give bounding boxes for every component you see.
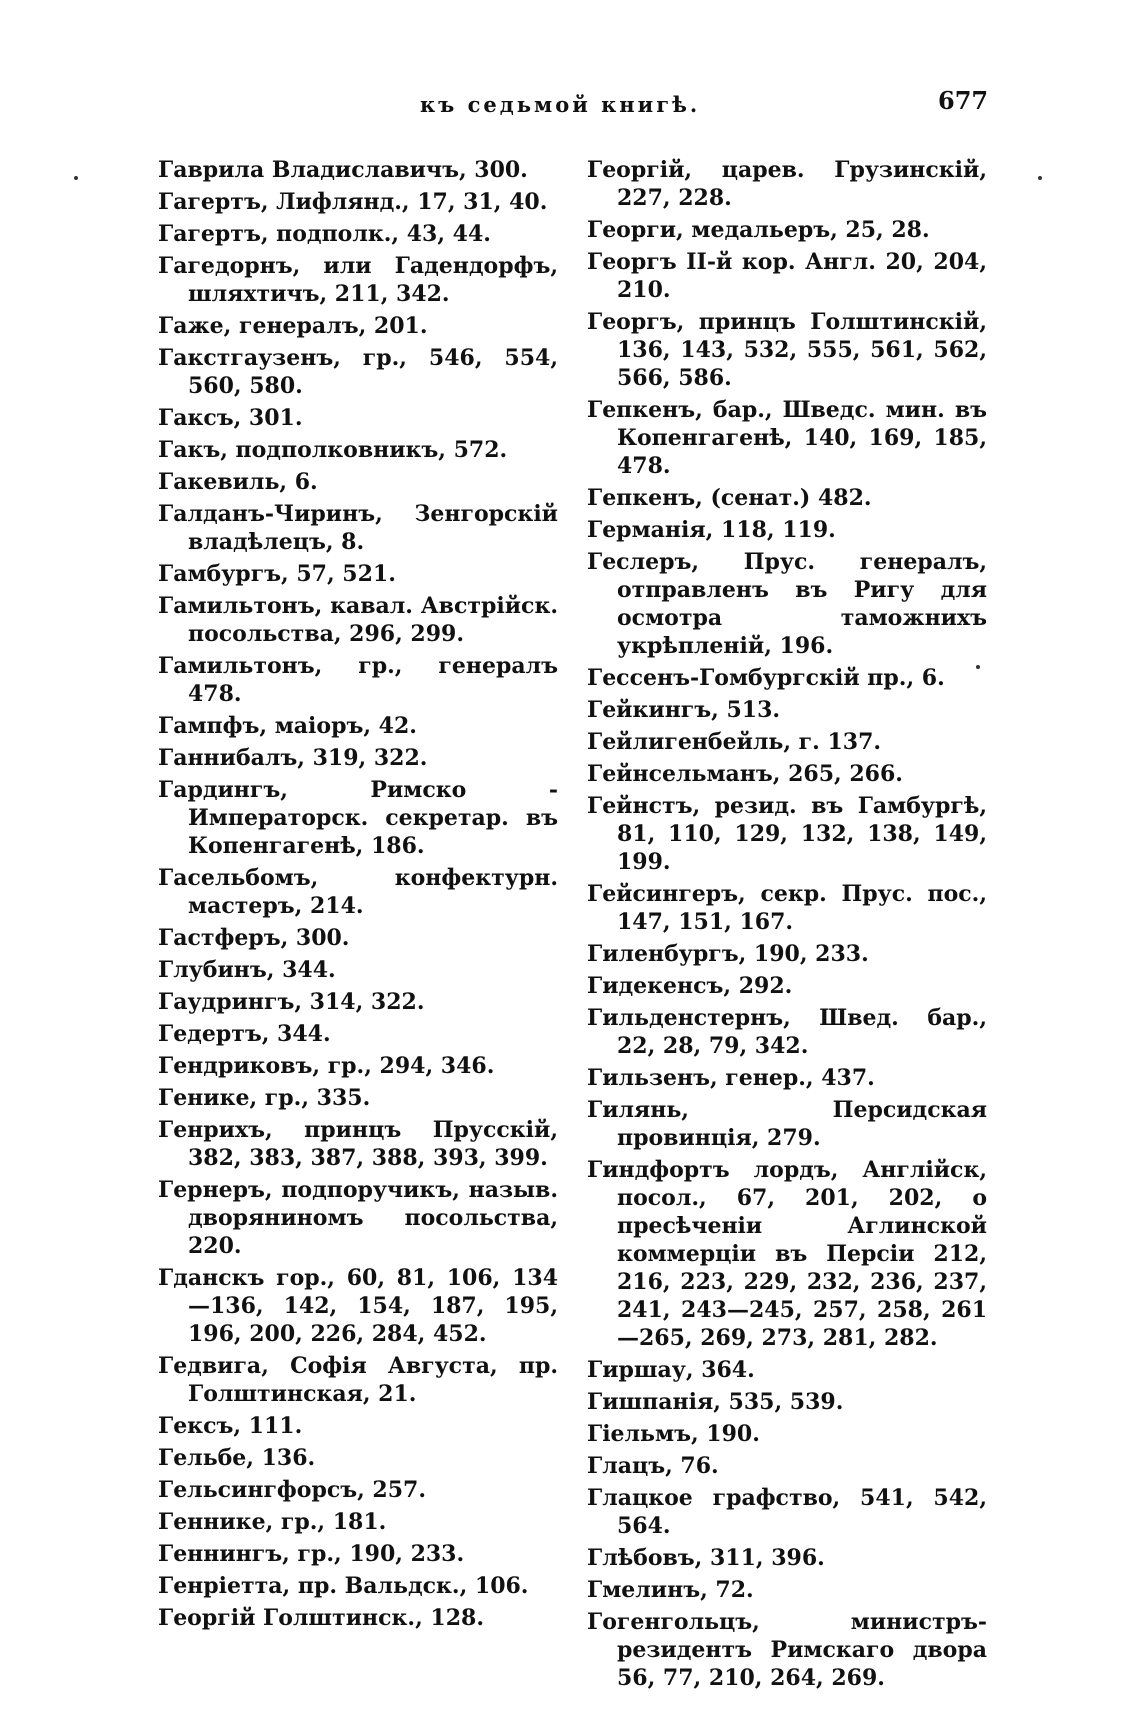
index-entry: Георги, медальеръ, 25, 28.: [587, 217, 930, 243]
index-entry: Гейсингеръ, секр. Прус. пос., 147, 151, 167.: [587, 881, 987, 935]
index-entry: Гиленбургъ, 190, 233.: [587, 941, 869, 967]
index-entry: Гампфъ, маіоръ, 42.: [158, 713, 417, 739]
index-entry: Гельсингфорсъ, 257.: [158, 1477, 426, 1503]
index-entry: Гедвига, Софія Августа, пр. Голштинская, 21.: [158, 1353, 558, 1407]
index-entry: Гаксъ, 301.: [158, 405, 303, 431]
index-entry: Гагертъ, подполк., 43, 44.: [158, 221, 491, 247]
index-entry: Гакстгаузенъ, гр., 546, 554, 560, 580.: [158, 345, 558, 399]
index-entry: Глацъ, 76.: [587, 1453, 719, 1479]
index-entry: Галданъ-Чиринъ, Зенгорскій владѣлецъ, 8.: [158, 501, 558, 555]
index-entry: Гамильтонъ, гр., генералъ 478.: [158, 653, 558, 707]
index-column-left: [158, 156, 558, 1636]
index-entry: Германія, 118, 119.: [587, 517, 836, 543]
index-entry: Гепкенъ, (сенат.) 482.: [587, 485, 872, 511]
index-entry: Глѣбовъ, 311, 396.: [587, 1545, 825, 1571]
index-entry: Гидекенсъ, 292.: [587, 973, 793, 999]
index-entry: Гакъ, подполковникъ, 572.: [158, 437, 508, 463]
index-entry: Гіельмъ, 190.: [587, 1421, 760, 1447]
index-entry: Гамбургъ, 57, 521.: [158, 561, 396, 587]
index-entry: Гданскъ гор., 60, 81, 106, 134—136, 142, 154, 187, 195, 196, 200, 226, 284, 452.: [158, 1265, 558, 1347]
index-entry: Гессенъ-Гомбургскій пр., 6.: [587, 665, 945, 691]
index-entry: Глацкое графство, 541, 542, 564.: [587, 1485, 987, 1539]
index-entry: Гейнстъ, резид. въ Гамбургѣ, 81, 110, 129, 132, 138, 149, 199.: [587, 793, 987, 875]
index-entry: Гамильтонъ, кавал. Австрійск. посольства, 296, 299.: [158, 593, 558, 647]
index-entry: Гаже, генералъ, 201.: [158, 313, 428, 339]
index-entry: Гогенгольцъ, министръ-резидентъ Римскаго двора 56, 77, 210, 264, 269.: [587, 1609, 987, 1691]
index-entry: Гагедорнъ, или Гадендорфъ, шляхтичъ, 211, 342.: [158, 253, 558, 307]
index-entry: Гиршау, 364.: [587, 1357, 755, 1383]
index-entry: Генріетта, пр. Вальдск., 106.: [158, 1573, 529, 1599]
index-entry: Гастферъ, 300.: [158, 925, 350, 951]
index-entry: Геслеръ, Прус. генералъ, отправленъ въ Ригу для осмотра таможнихъ укрѣпленій, 196.: [587, 549, 987, 659]
index-entry: Гендриковъ, гр., 294, 346.: [158, 1053, 495, 1079]
index-entry: Гильденстернъ, Швед. бар., 22, 28, 79, 342.: [587, 1005, 987, 1059]
index-entry: Гагертъ, Лифлянд., 17, 31, 40.: [158, 189, 548, 215]
speck-mark: [1038, 176, 1042, 180]
index-entry: Гернеръ, подпоручикъ, назыв. дворяниномъ посольства, 220.: [158, 1177, 558, 1259]
index-entry: Гепкенъ, бар., Шведс. мин. въ Копенгагенѣ, 140, 169, 185, 478.: [587, 397, 987, 479]
index-entry: Генрихъ, принцъ Прусскій, 382, 383, 387, 388, 393, 399.: [158, 1117, 558, 1171]
index-entry: Георгій, царев. Грузинскій, 227, 228.: [587, 157, 987, 211]
index-entry: Георгій Голштинск., 128.: [158, 1605, 484, 1631]
running-head: къ седьмой книгѣ.: [420, 92, 701, 117]
index-entry: Гилянь, Персидская провинція, 279.: [587, 1097, 987, 1151]
index-entry: Генике, гр., 335.: [158, 1085, 371, 1111]
index-entry: Гаврила Владиславичъ, 300.: [158, 157, 528, 183]
index-entry: Глубинъ, 344.: [158, 957, 336, 983]
index-entry: Гексъ, 111.: [158, 1413, 303, 1439]
index-entry: Гейлигенбейль, г. 137.: [587, 729, 882, 755]
index-entry: Гильзенъ, генер., 437.: [587, 1065, 875, 1091]
index-entry: Гардингъ, Римско - Императорск. секретар. въ Копенгагенѣ, 186.: [158, 777, 558, 859]
index-column-right: [587, 156, 987, 1696]
page-number: 677: [938, 86, 989, 115]
index-entry: Георгъ, принцъ Голштинскій, 136, 143, 532, 555, 561, 562, 566, 586.: [587, 309, 987, 391]
index-entry: Гедертъ, 344.: [158, 1021, 331, 1047]
page-header: [0, 86, 1140, 126]
index-entry: Гасельбомъ, конфектурн. мастеръ, 214.: [158, 865, 558, 919]
index-entry: Гейнсельманъ, 265, 266.: [587, 761, 903, 787]
index-entry: Гакевиль, 6.: [158, 469, 318, 495]
index-entry: Георгъ II-й кор. Англ. 20, 204, 210.: [587, 249, 987, 303]
index-entry: Генникe, гр., 181.: [158, 1509, 387, 1535]
speck-mark: [74, 176, 78, 180]
index-entry: Гельбе, 136.: [158, 1445, 316, 1471]
index-entry: Гейкингъ, 513.: [587, 697, 781, 723]
index-entry: Гаудрингъ, 314, 322.: [158, 989, 425, 1015]
index-entry: Гишпанія, 535, 539.: [587, 1389, 844, 1415]
index-entry: Гиндфортъ лордъ, Англійск, посол., 67, 201, 202, о пресѣченіи Аглинской коммерціи въ Персіи 212, 216, 223, 229, 232, 236, 237, 241, 243—245, 257, 258, 261—265, 269, 273, 281, 282.: [587, 1157, 987, 1351]
index-entry: Ганнибалъ, 319, 322.: [158, 745, 428, 771]
index-entry: Геннингъ, гр., 190, 233.: [158, 1541, 465, 1567]
index-entry: Гмелинъ, 72.: [587, 1577, 754, 1603]
